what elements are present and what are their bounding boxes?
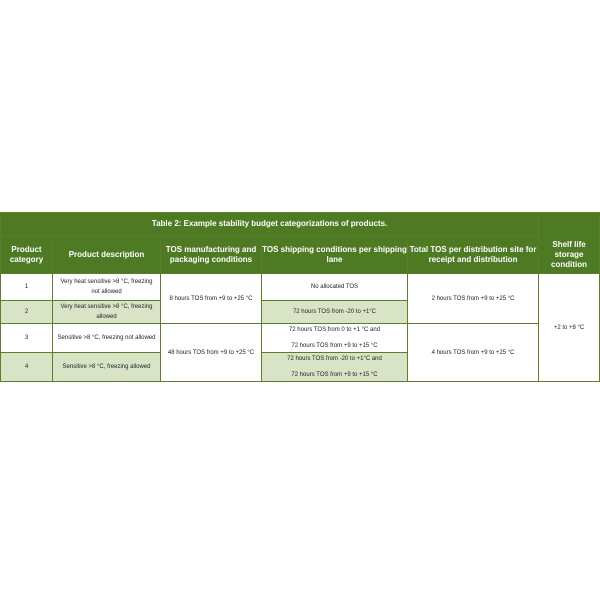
cell-description: Very heat sensitive >8 °C, freezing allowed	[53, 301, 161, 324]
table-title: Table 2: Example stability budget categorizations of products.	[1, 213, 539, 236]
cell-category: 4	[1, 353, 53, 382]
header-tos-manufacturing: TOS manufacturing and packaging conditions	[161, 236, 262, 274]
cell-description: Very heat sensitive >8 °C, freezing not allowed	[53, 274, 161, 301]
cell-shipping	[262, 353, 408, 382]
cell-manufacturing-1-2: 8 hours TOS from +9 to +25 °C	[161, 274, 262, 324]
cell-description: Sensitive >8 °C, freezing not allowed	[53, 324, 161, 353]
cell-shipping-line-2: 72 hours TOS from +9 to +15 °C	[291, 343, 378, 349]
table-row	[1, 324, 600, 353]
stability-budget-table-wrapper	[0, 212, 599, 382]
header-product-category: Product category	[1, 236, 53, 274]
cell-shipping-line-1: 72 hours TOS from 0 to +1 °C and	[288, 327, 381, 333]
cell-shipping-line-1: 72 hours TOS from -20 to +1°C and	[287, 356, 382, 362]
header-product-description: Product description	[53, 236, 161, 274]
cell-description: Sensitive >8 °C, freezing allowed	[53, 353, 161, 382]
header-shelf-life: Shelf life storage condition	[539, 213, 600, 274]
header-total-tos-distribution: Total TOS per distribution site for receipt and distribution	[408, 236, 539, 274]
cell-shelf-life: +2 to +8 °C	[539, 274, 600, 382]
header-tos-shipping: TOS shipping conditions per shipping lane	[262, 236, 408, 274]
cell-category: 2	[1, 301, 53, 324]
cell-shipping	[262, 324, 408, 353]
cell-shipping: 72 hours TOS from -20 to +1°C	[262, 301, 408, 324]
cell-shipping-line-2: 72 hours TOS from +9 to +15 °C	[291, 372, 378, 378]
cell-manufacturing-3-4: 48 hours TOS from +9 to +25 °C	[161, 324, 262, 382]
cell-shipping: No allocated TOS	[262, 274, 408, 301]
table-row	[1, 274, 600, 301]
cell-category: 3	[1, 324, 53, 353]
cell-distribution-1-2: 2 hours TOS from +9 to +25 °C	[408, 274, 539, 324]
stability-budget-table	[0, 212, 600, 382]
cell-category: 1	[1, 274, 53, 301]
cell-distribution-3-4: 4 hours TOS from +9 to +25 °C	[408, 324, 539, 382]
